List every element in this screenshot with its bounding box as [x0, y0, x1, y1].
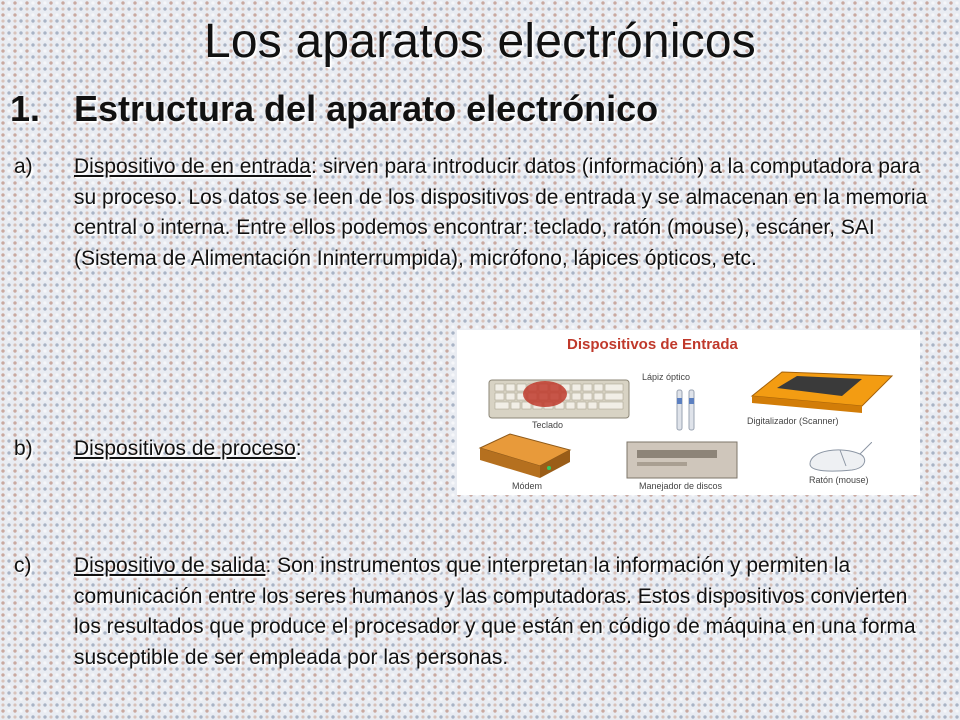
mouse-label: Ratón (mouse) [809, 475, 869, 485]
item-term: Dispositivos de proceso [74, 437, 296, 460]
keyboard-label: Teclado [532, 420, 564, 430]
disk-drive-label: Manejador de discos [639, 481, 723, 491]
section-heading-text: Estructura del aparato electrónico [74, 88, 659, 129]
output-devices-item [14, 551, 940, 673]
scanner-label: Digitalizador (Scanner) [747, 416, 839, 426]
mouse-image [802, 442, 872, 474]
item-letter: b) [14, 437, 33, 460]
light-pen-image [672, 388, 702, 433]
item-letter: c) [14, 554, 32, 577]
item-text: : [295, 437, 302, 460]
item-letter: a) [14, 155, 33, 178]
item-text: : sirven para introducir datos (información) a la computadora para su proceso. Los datos se leen de los dispositivos de entrada y se almacenan en la memoria central o interna. Entre ellos podemos encontrar: teclado, ratón (mouse), escáner, SAI (Sistema de Alimentación Ininterrumpida), micrófono, lápices ópticos, etc. [74, 155, 928, 270]
item-text: : Son instrumentos que interpretan la información y permiten la comunicación entre los seres humanos y las computadoras. Estos dispositivos convierten los resultados que produce el procesador y que están en código de máquina en una forma susceptible de ser empleada por las personas. [74, 554, 916, 669]
input-devices-illustration [457, 330, 920, 495]
disk-drive-image [622, 440, 742, 480]
illustration-title: Dispositivos de Entrada [567, 336, 738, 353]
section-heading [10, 88, 658, 130]
modem-image [475, 430, 575, 482]
light-pen-label: Lápiz óptico [642, 372, 691, 382]
keyboard-image [487, 372, 632, 420]
slide-title: Los aparatos electrónicos [204, 15, 756, 68]
section-number: 1. [10, 88, 41, 129]
scanner-image [742, 366, 902, 416]
item-term: Dispositivo de en entrada [74, 155, 311, 178]
item-term: Dispositivo de salida [74, 554, 266, 577]
modem-label: Módem [512, 481, 543, 491]
input-devices-item [14, 152, 940, 274]
